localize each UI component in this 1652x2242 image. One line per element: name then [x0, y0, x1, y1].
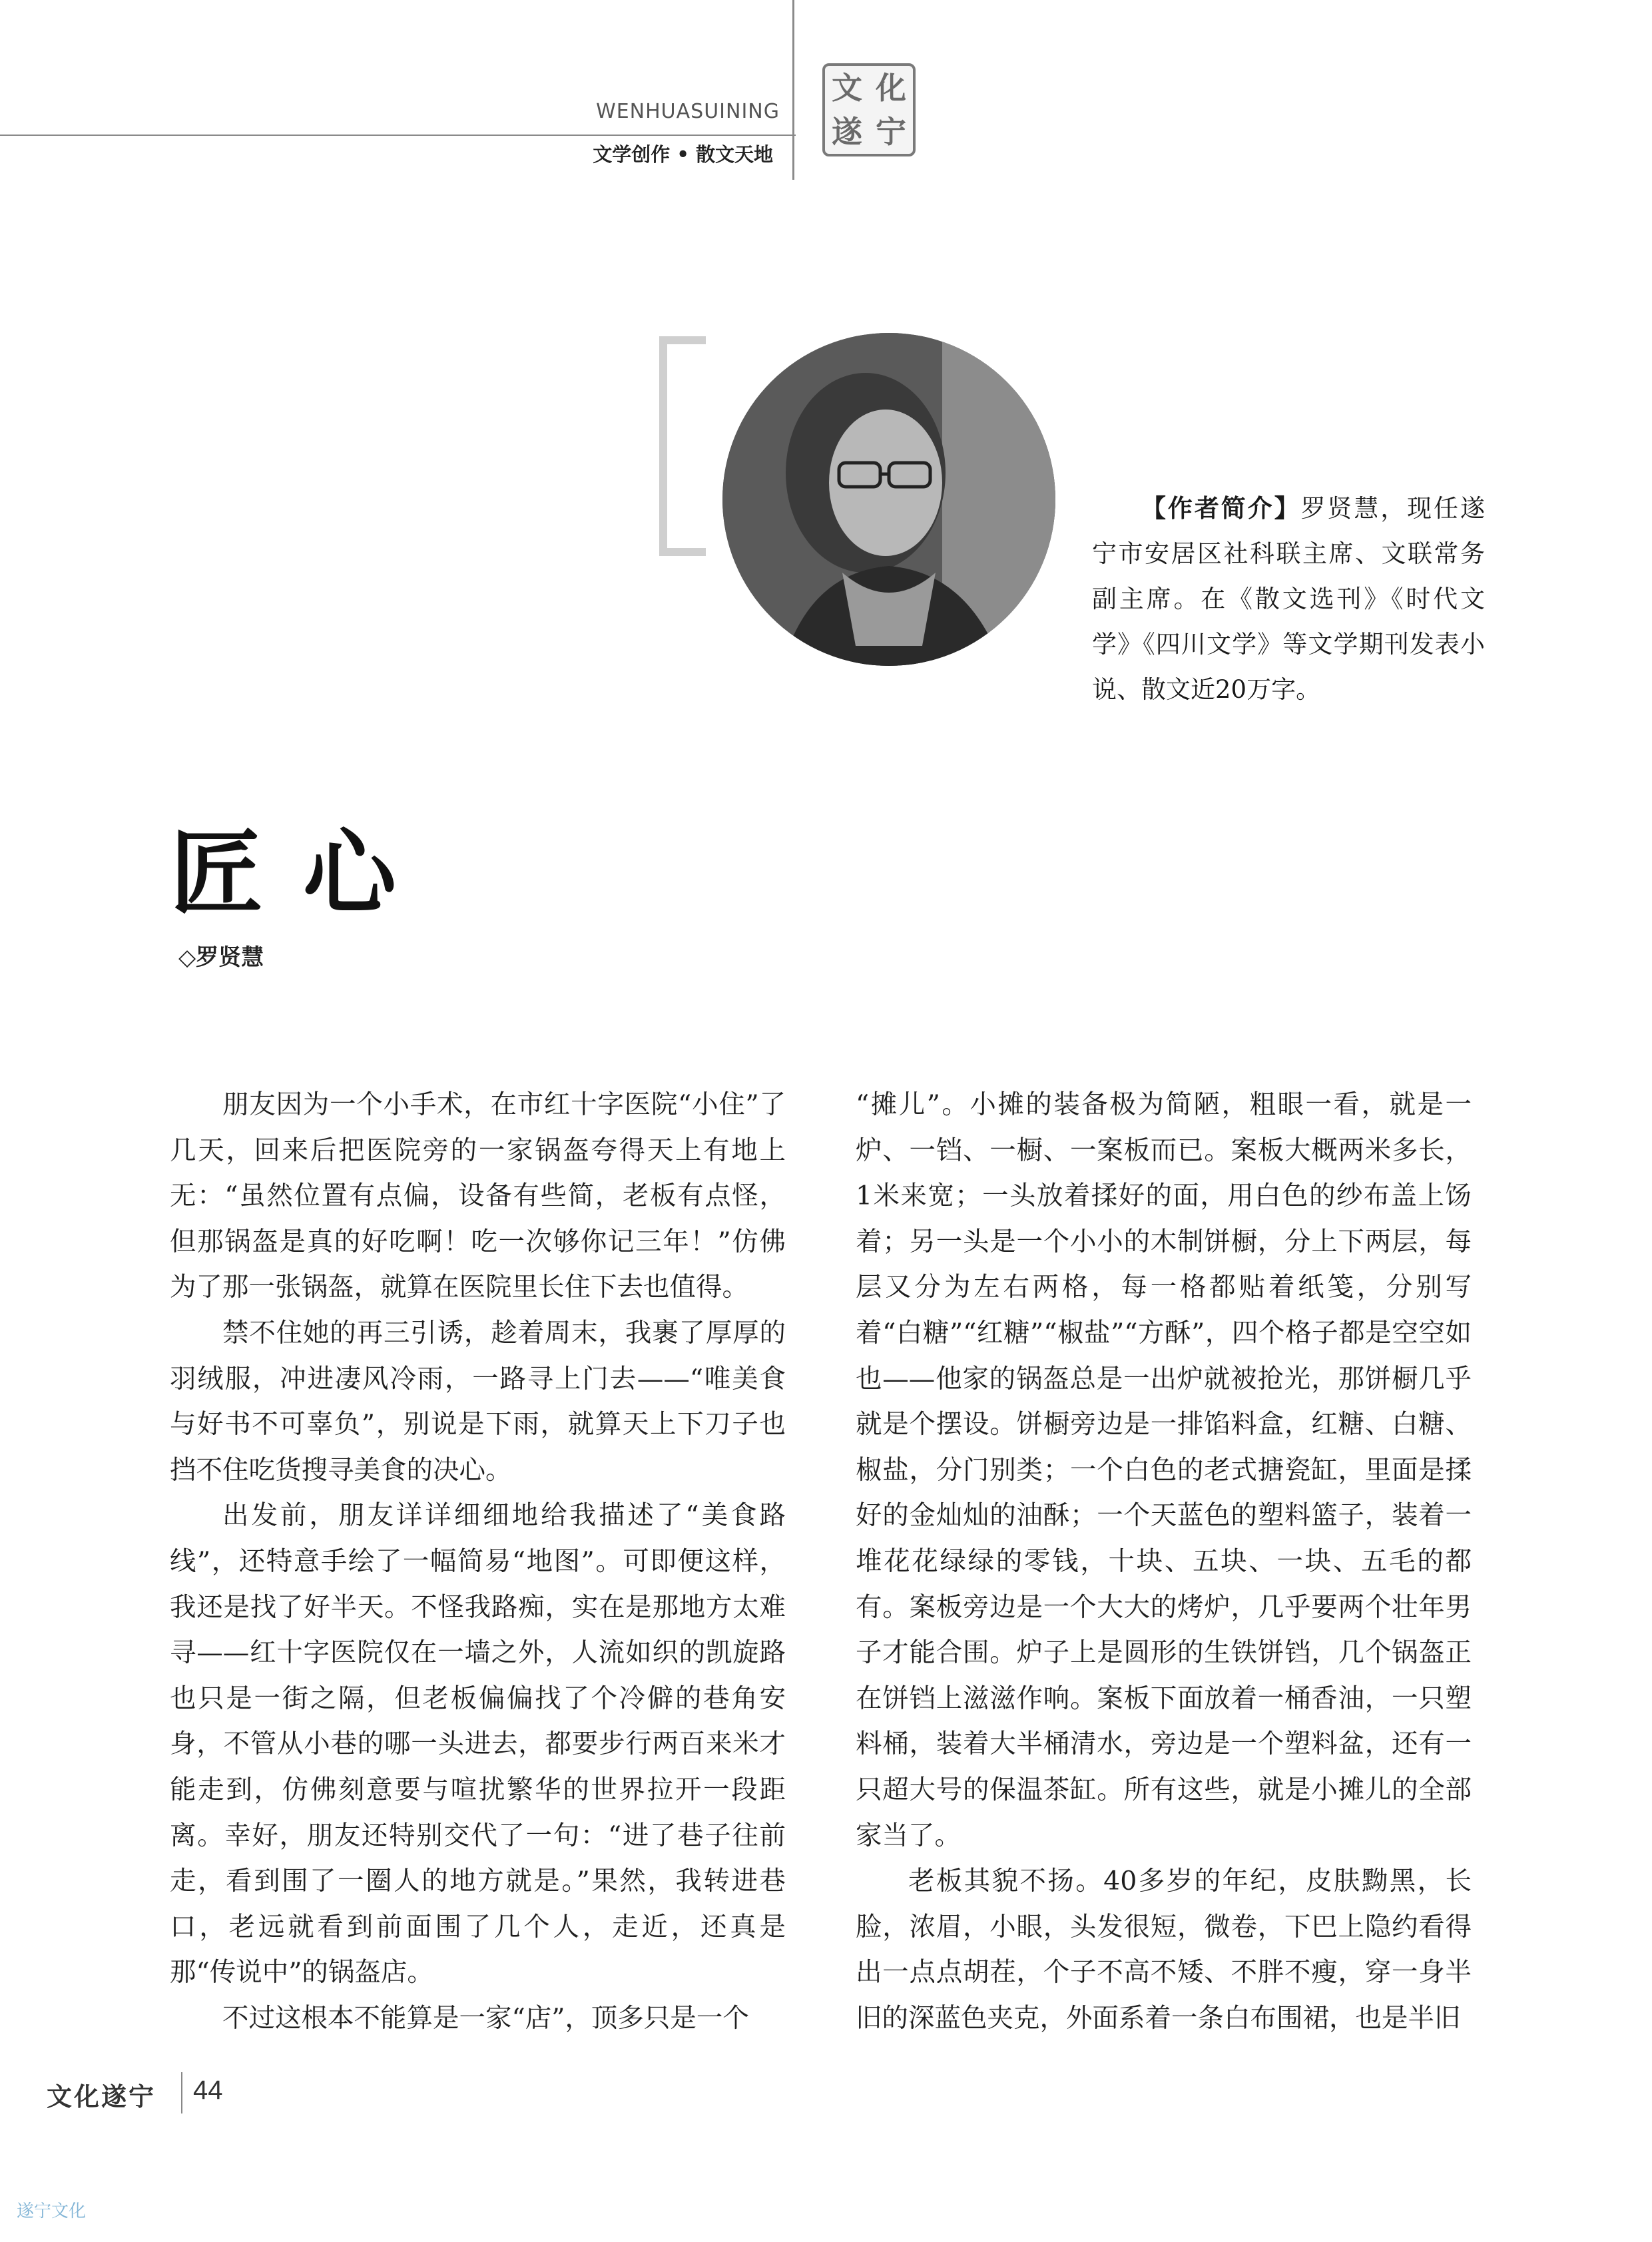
body-column-right [856, 1082, 1472, 2041]
header-rule [0, 135, 796, 136]
body-paragraph: 禁不住她的再三引诱，趁着周末，我裹了厚厚的羽绒服，冲进凄风冷雨，一路寻上门去——“唯美食与好书不可辜负”，别说是下雨，就算天上下刀子也挡不住吃货搜寻美食的决心。 [170, 1317, 786, 1486]
body-paragraph-continued: “摊儿”。小摊的装备极为简陋，粗眼一看，就是一炉、一铛、一橱、一案板而已。案板大概两米多长，1米来宽；一头放着揉好的面，用白色的纱布盖上饧着；另一头是一个小小的木制饼橱，分上下两层，每层又分为左右两格，每一格都贴着纸笺，分别写着“白糖”“红糖”“椒盐”“方酥”，四个格子都是空空如也——他家的锅盔总是一出炉就被抢光，那饼橱几乎就是个摆设。饼橱旁边是一排馅料盒，红糖、白糖、椒盐，分门别类；一个白色的老式搪瓷缸，里面是揉好的金灿灿的油酥；一个天蓝色的塑料篮子，装着一堆花花绿绿的零钱，十块、五块、一块、五毛的都有。案板旁边是一个大大的烤炉，几乎要两个壮年男子才能合围。炉子上是圆形的生铁饼铛，几个锅盔正在饼铛上滋滋作响。案板下面放着一桶香油，一只塑料桶，装着大半桶清水，旁边是一个塑料盆，还有一只超大号的保温茶缸。所有这些，就是小摊儿的全部家当了。 [856, 1089, 1472, 1851]
author-bio [1092, 486, 1485, 712]
header-section-label: 文学创作 • 散文天地 [593, 143, 773, 166]
magazine-seal-logo [822, 63, 916, 156]
author-portrait-photo [722, 333, 1055, 666]
footer-magazine-name: 文化遂宁 [47, 2082, 156, 2111]
seal-char: 文 [832, 70, 862, 106]
body-column-left [170, 1082, 786, 2041]
seal-char: 遂 [832, 114, 862, 150]
body-paragraph: 老板其貌不扬。40多岁的年纪，皮肤黝黑，长脸，浓眉，小眼，头发很短，微卷，下巴上隐约看得出一点点胡茬，个子不高不矮、不胖不瘦，穿一身半旧的深蓝色夹克，外面系着一条白布围裙，也是半旧 [856, 1866, 1472, 2034]
body-paragraph: 不过这根本不能算是一家“店”，顶多只是一个 [222, 2002, 749, 2034]
article-title: 匠心 [170, 820, 437, 928]
author-portrait-illustration [722, 333, 1055, 666]
seal-char: 宁 [876, 114, 906, 150]
watermark: 遂宁文化 [17, 2201, 87, 2221]
author-bio-label: 【作者简介】 [1141, 494, 1301, 523]
body-paragraph: 出发前，朋友详详细细地给我描述了“美食路线”，还特意手绘了一幅简易“地图”。可即便这样，我还是找了好半天。不怪我路痴，实在是那地方太难寻——红十字医院仅在一墙之外，人流如织的凯旋路也只是一街之隔，但老板偏偏找了个冷僻的巷角安身，不管从小巷的哪一头进去，都要步行两百来米才能走到，仿佛刻意要与喧扰繁华的世界拉开一段距离。幸好，朋友还特别交代了一句：“进了巷子往前走，看到围了一圈人的地方就是。”果然，我转进巷口，老远就看到前面围了几个人，走近，还真是那“传说中”的锅盔店。 [170, 1500, 786, 1988]
header-english-title: WENHUASUINING [596, 100, 780, 123]
seal-char: 化 [876, 70, 906, 106]
footer-separator [181, 2072, 182, 2113]
author-bio-text: 罗贤慧，现任遂宁市安居区社科联主席、文联常务副主席。在《散文选刊》《时代文学》《四川文学》等文学期刊发表小说、散文近20万字。 [1092, 494, 1485, 704]
decorative-bracket [659, 336, 706, 556]
page-number: 44 [193, 2076, 223, 2105]
header-vertical-rule [792, 0, 794, 180]
body-paragraph: 朋友因为一个小手术，在市红十字医院“小住”了几天，回来后把医院旁的一家锅盔夸得天上有地上无：“虽然位置有点偏，设备有些简，老板有点怪，但那锅盔是真的好吃啊！吃一次够你记三年！”仿佛为了那一张锅盔，就算在医院里长住下去也值得。 [170, 1089, 786, 1303]
article-byline: ◇罗贤慧 [178, 944, 264, 971]
